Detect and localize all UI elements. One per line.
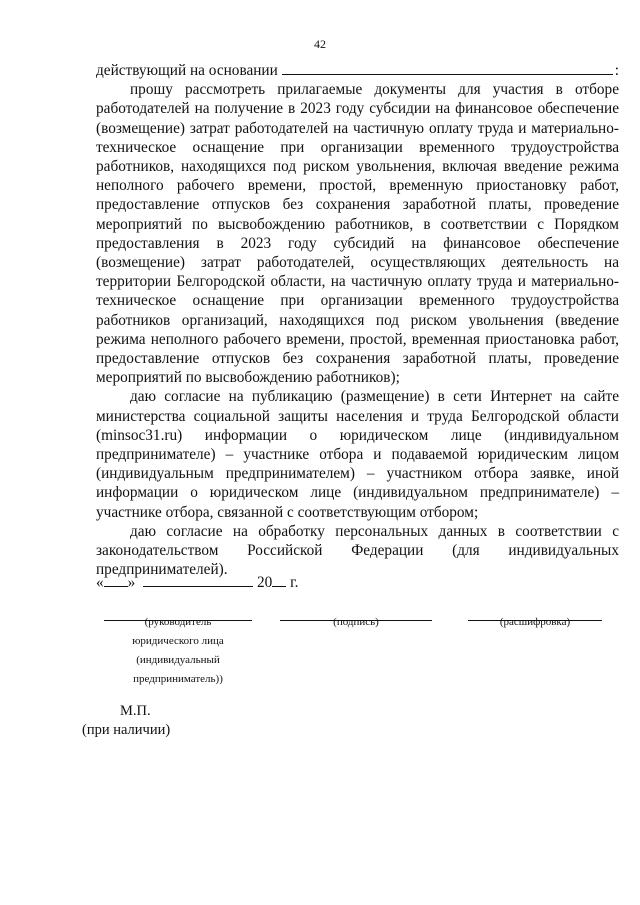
stamp-mp: М.П. xyxy=(120,703,151,719)
year-prefix: 20 xyxy=(256,574,273,591)
transcript-label: (расшифровка) xyxy=(499,616,571,628)
basis-line xyxy=(96,60,619,80)
year-suffix: г. xyxy=(290,574,299,591)
day-blank xyxy=(104,572,128,587)
role-label xyxy=(104,613,252,689)
date-close-quote: » xyxy=(127,574,136,591)
month-blank xyxy=(143,572,253,587)
page-number: 42 xyxy=(314,37,326,51)
role-label-line-2: юридического лица xyxy=(132,635,224,647)
role-label-line-4: предприниматель)) xyxy=(133,673,223,685)
basis-blank xyxy=(282,60,613,75)
document-body xyxy=(96,60,619,579)
role-label-line-1: (руководитель xyxy=(144,616,212,628)
personal-data-consent-paragraph: даю согласие на обработку персональных данных в соответствии с законодательством Российской Федерации (для индивидуальных предпринимателей). xyxy=(96,522,619,579)
signature-label: (подпись) xyxy=(333,616,379,628)
basis-label: действующий на основании xyxy=(96,62,278,79)
role-label-line-3: (индивидуальный xyxy=(136,654,220,666)
basis-colon: : xyxy=(614,62,619,79)
year-blank xyxy=(272,572,286,587)
stamp-note: (при наличии) xyxy=(82,722,171,738)
request-paragraph: прошу рассмотреть прилагаемые документы для участия в отборе работодателей на получение в 2023 году субсидии на финансовое обеспечение (возмещение) затрат работодателей на частичную оплату труда и материально-техническое оснащение при организации временного трудоустройства работников, находящихся под риском увольнения, включая введение режима неполного рабочего времени, простой, временную приостановку работ, предоставление отпусков без сохранения заработной платы, проведение мероприятий по высвобождению работников, в соответствии с Порядком предоставления в 2023 году субсидий на финансовое обеспечение (возмещение) затрат работодателей, осуществляющих деятельность на территории Белгородской области, на частичную оплату труда и материально-техническое оснащение при организации временного трудоустройства работников организаций, находящихся под риском увольнения (введение режима неполного рабочего времени, простой, временная приостановка работ, предоставление отпусков без сохранения заработной платы, проведение мероприятий по высвобождению работников); xyxy=(96,81,619,387)
stamp-block xyxy=(82,702,170,740)
date-open-quote: « xyxy=(96,574,104,591)
publication-consent-paragraph: даю согласие на публикацию (размещение) в сети Интернет на сайте министерства социальной защиты населения и труда Белгородской области (minsoc31.ru) информации о юридическом лице (индивидуальном предпринимателе) – участнике отбора и подаваемой юридическим лицом (индивидуальным предпринимателем) – участником отбора заявке, иной информации о юридическом лице (индивидуальном предпринимателе) – участнике отбора, связанной с соответствующим отбором; xyxy=(96,388,619,521)
date-line xyxy=(96,572,298,592)
